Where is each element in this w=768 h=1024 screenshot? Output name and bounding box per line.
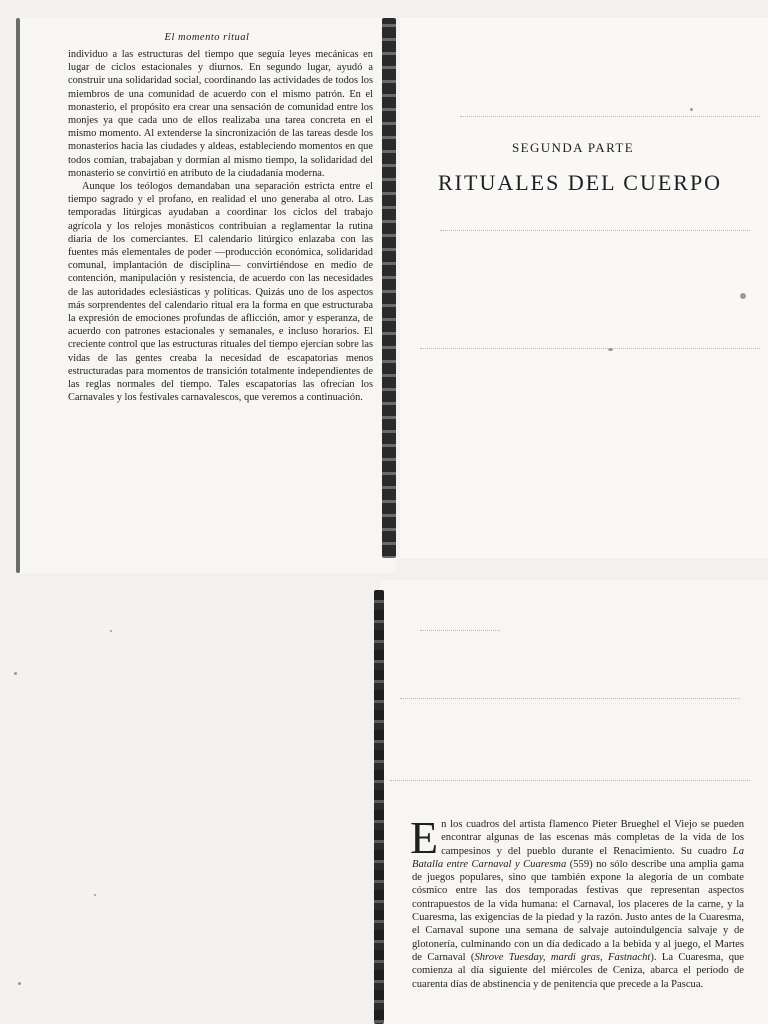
scan-speck bbox=[608, 348, 613, 351]
running-head: El momento ritual bbox=[164, 32, 250, 43]
binding-gutter-bottom bbox=[374, 590, 384, 1024]
scan-speck bbox=[94, 894, 96, 896]
scan-speck bbox=[18, 982, 21, 985]
binding-gutter-top bbox=[382, 18, 396, 558]
text-run: ). La Cuaresma, que comienza al día siguiente del miércoles de Ceniza, abarca el período de cuarenta días de abstinencia y de penitencia que precede a la Pascua. bbox=[412, 951, 745, 990]
blank-page bbox=[0, 590, 370, 1024]
scan-noise-line bbox=[440, 230, 750, 231]
scan-speck bbox=[14, 672, 17, 675]
chapter-opening-page bbox=[380, 580, 768, 1024]
binding-edge-left bbox=[16, 18, 20, 573]
chapter-body bbox=[410, 812, 745, 991]
scan-noise-line bbox=[420, 630, 500, 631]
scan-speck bbox=[690, 108, 693, 111]
scan-noise-line bbox=[460, 116, 760, 117]
scan-speck bbox=[110, 630, 112, 632]
part-title: RITUALES DEL CUERPO bbox=[438, 170, 723, 195]
right-page bbox=[400, 18, 768, 558]
scan-noise-line bbox=[390, 780, 750, 781]
paragraph-2: Aunque los teólogos demandaban una separación estricta entre el tiempo sagrado y el profano, en realidad el uno generaba al otro. Las temporadas litúrgicas ayudaban a coordinar los ciclos del trabajo agrícola y los relojes monásticos contribuían a reglamentar la rutina diaria de los comerciantes. El calendario litúrgico enlazaba con las fuentes más elementales de poder —producción económica, solidaridad comunal, implantación de disciplina— convirtiéndose en medio de contención, manipulación y resistencia, de acuerdo con las necesidades de las autoridades eclesiásticas y políticas. Quizás uno de los aspectos más sorprendentes del calendario ritual era la forma en que estructuraba la expresión de emociones profundas de aflicción, amor y esperanza, de acuerdo con patrones estacionales y semanales, e incluso horarios. El creciente control que las estructuras rituales del tiempo ejercían sobre las vidas de las gentes creaba la necesidad de escapatorias menos estructuradas para momentos de transición totalmente independientes de las reglas normales del tiempo. Tales escapatorias las ofrecían los Carnavales y los festivales carnavalescos, que veremos a continuación. bbox=[68, 181, 373, 404]
left-page-body bbox=[68, 48, 373, 404]
left-page bbox=[18, 18, 396, 573]
scan-noise-line bbox=[400, 698, 740, 699]
artwork-title: La Batalla entre Carnaval y Cuaresma bbox=[412, 845, 744, 870]
paragraph-1: individuo a las estructuras del tiempo que seguía leyes mecánicas en lugar de ciclos estacionales y diurnos. En segundo lugar, ayudó a construir una solidaridad social, coordinando las actividades de todos los miembros de una comunidad de acuerdo con el mismo patrón. En el monasterio, el propósito era crear una sensación de comunidad entre los monjes ya que cada uno de ellos realizaba una tarea concreta en el mismo momento. Al extenderse la sincronización de las tareas desde los monasterios hacia las ciudades y aldeas, estableciendo momentos en que todos comían, trabajaban y dormían al mismo tiempo, la solidaridad del monasterio se convirtió en atributo de la ciudadanía moderna. bbox=[68, 49, 373, 179]
text-run: (559) no sólo describe una amplia gama de juegos populares, sino que también expone la alegoría de un combate cósmico entre las dos temporadas festivas que representan aspectos contrapuestos de la vida humana: el Carnaval, los placeres de la carne, y la Cuaresma, las exigencias de la piedad y la razón. Justo antes de la Cuaresma, el Carnaval supone una semana de salvaje autoindulgencia salvaje y de glotonería, culminando con un día dedicado a la bebida y al juego, el Martes de Carnaval ( bbox=[412, 858, 744, 963]
drop-cap: E bbox=[410, 812, 439, 863]
part-label: SEGUNDA PARTE bbox=[512, 140, 635, 155]
holiday-names: Shrove Tuesday, mardi gras, Fastnacht bbox=[474, 951, 651, 963]
text-run: n los cuadros del artista flamenco Pieter Brueghel el Viejo se pueden encontrar algunas de las escenas más completas de la vida de los campesinos y del pueblo durante el Renacimiento. Su cuadro bbox=[441, 819, 744, 857]
scan-speck bbox=[740, 293, 746, 299]
scan-noise-line bbox=[420, 348, 760, 349]
